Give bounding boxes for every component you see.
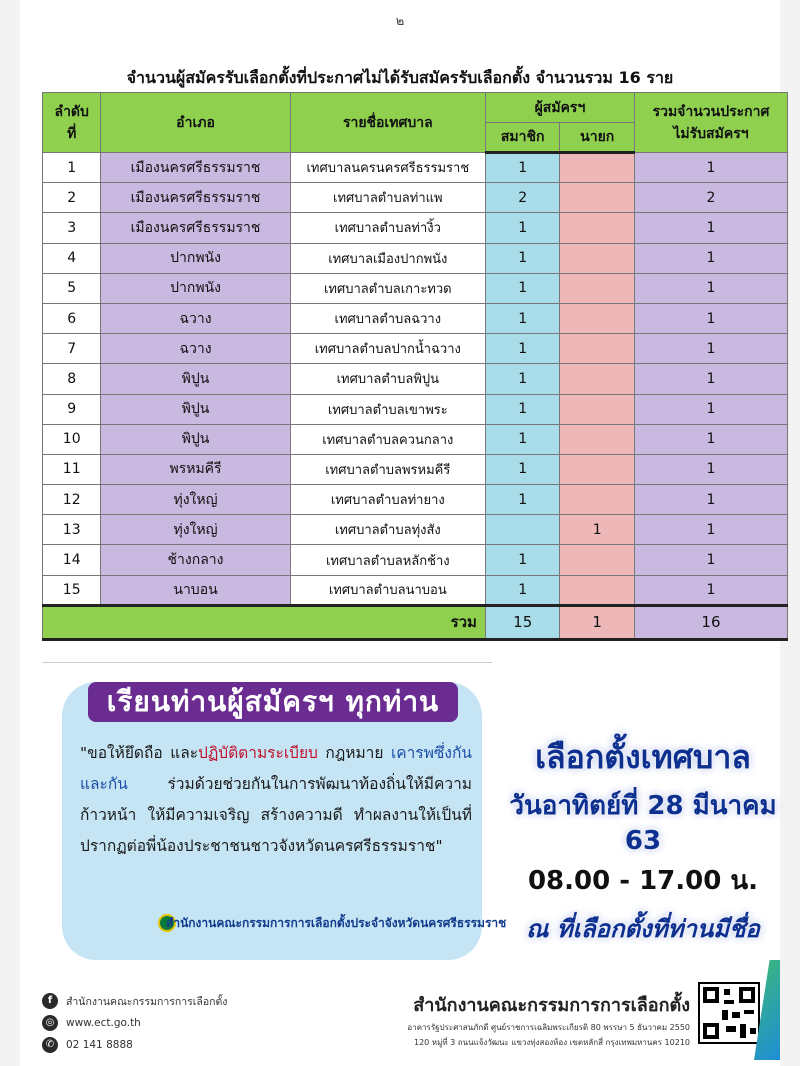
row-district: พิปูน (101, 394, 290, 424)
row-member: 1 (485, 485, 560, 515)
table-row (43, 213, 788, 243)
row-no: 10 (43, 424, 101, 454)
row-municipality: เทศบาลตำบลท่าแพ (290, 183, 485, 213)
table-row (43, 334, 788, 364)
row-total: 1 (634, 364, 787, 394)
sum-row (43, 605, 788, 639)
row-total: 1 (634, 515, 787, 545)
header-total: รวมจำนวนประกาศ ไม่รับสมัครฯ (634, 93, 787, 153)
page-title: จำนวนผู้สมัครรับเลือกตั้งที่ประกาศไม่ได้รับสมัครรับเลือกตั้ง จำนวนรวม 16 ราย (126, 68, 674, 87)
row-total: 1 (634, 334, 787, 364)
row-district: ฉวาง (101, 334, 290, 364)
header-mayor: นายก (560, 123, 635, 153)
page-number: ๒ (395, 14, 405, 29)
notice-footer: สำนักงานคณะกรรมการการเลือกตั้งประจำจังหวัดนครศรีธรรมราช (166, 916, 507, 930)
table-row (43, 454, 788, 484)
notice-card (62, 682, 507, 960)
row-municipality: เทศบาลตำบลนาบอน (290, 575, 485, 605)
org-info (407, 990, 690, 1049)
row-no: 1 (43, 153, 101, 183)
table-row (43, 545, 788, 575)
row-mayor (560, 575, 635, 605)
document-page (20, 0, 780, 1066)
row-municipality: เทศบาลตำบลฉวาง (290, 303, 485, 333)
header-district: อำเภอ (101, 93, 290, 153)
row-member: 1 (485, 394, 560, 424)
row-total: 1 (634, 454, 787, 484)
table-row (43, 575, 788, 605)
row-mayor (560, 243, 635, 273)
row-member: 1 (485, 153, 560, 183)
row-district: พรหมคีรี (101, 454, 290, 484)
row-member: 1 (485, 545, 560, 575)
row-no: 8 (43, 364, 101, 394)
row-district: เมืองนครศรีธรรมราช (101, 213, 290, 243)
row-municipality: เทศบาลนครนครศรีธรรมราช (290, 153, 485, 183)
row-no: 3 (43, 213, 101, 243)
org-address-2: 120 หมู่ที่ 3 ถนนแจ้งวัฒนะ แขวงทุ่งสองห้อง เขตหลักสี่ กรุงเทพมหานคร 10210 (413, 1038, 690, 1047)
row-member: 1 (485, 243, 560, 273)
row-municipality: เทศบาลตำบลเกาะทวด (290, 273, 485, 303)
row-no: 2 (43, 183, 101, 213)
row-member: 1 (485, 213, 560, 243)
table-row (43, 183, 788, 213)
row-municipality: เทศบาลตำบลพิปูน (290, 364, 485, 394)
header-municipality: รายชื่อเทศบาล (290, 93, 485, 153)
row-mayor (560, 485, 635, 515)
row-district: นาบอน (101, 575, 290, 605)
row-municipality: เทศบาลตำบลพรหมคีรี (290, 454, 485, 484)
org-name: สำนักงานคณะกรรมการการเลือกตั้ง (413, 995, 690, 1016)
row-total: 1 (634, 394, 787, 424)
row-mayor (560, 394, 635, 424)
facebook-icon: f (42, 993, 58, 1009)
row-mayor (560, 303, 635, 333)
row-total: 1 (634, 575, 787, 605)
row-total: 1 (634, 485, 787, 515)
row-no: 14 (43, 545, 101, 575)
phone-icon: ✆ (42, 1037, 58, 1053)
table-row (43, 273, 788, 303)
contact-block (42, 990, 227, 1056)
header-member: สมาชิก (485, 123, 560, 153)
row-district: พิปูน (101, 424, 290, 454)
row-district: ปากพนัง (101, 273, 290, 303)
row-total: 1 (634, 153, 787, 183)
row-no: 12 (43, 485, 101, 515)
row-total: 2 (634, 183, 787, 213)
row-district: ปากพนัง (101, 243, 290, 273)
row-no: 13 (43, 515, 101, 545)
row-total: 1 (634, 303, 787, 333)
org-address-1: อาคารรัฐประศาสนภักดี ศูนย์ราชการเฉลิมพระเกียรติ 80 พรรษา 5 ธันวาคม 2550 (407, 1023, 690, 1032)
row-district: ทุ่งใหญ่ (101, 515, 290, 545)
sum-member: 15 (485, 605, 560, 639)
row-no: 6 (43, 303, 101, 333)
row-municipality: เทศบาลตำบลท่างิ้ว (290, 213, 485, 243)
row-municipality: เทศบาลตำบลท่ายาง (290, 485, 485, 515)
row-mayor (560, 273, 635, 303)
row-municipality: เทศบาลตำบลหลักช้าง (290, 545, 485, 575)
election-announcement (498, 732, 788, 948)
row-municipality: เทศบาลตำบลทุ่งสัง (290, 515, 485, 545)
row-mayor (560, 334, 635, 364)
row-no: 5 (43, 273, 101, 303)
row-district: เมืองนครศรีธรรมราช (101, 153, 290, 183)
row-member: 1 (485, 575, 560, 605)
row-member: 1 (485, 364, 560, 394)
notice-heading: เรียนท่านผู้สมัครฯ ทุกท่าน (88, 682, 458, 722)
row-no: 4 (43, 243, 101, 273)
row-municipality: เทศบาลตำบลควนกลาง (290, 424, 485, 454)
row-district: ฉวาง (101, 303, 290, 333)
row-total: 1 (634, 273, 787, 303)
row-total: 1 (634, 545, 787, 575)
row-mayor (560, 213, 635, 243)
candidates-table (42, 92, 788, 641)
row-no: 9 (43, 394, 101, 424)
table-row (43, 303, 788, 333)
row-municipality: เทศบาลเมืองปากพนัง (290, 243, 485, 273)
row-municipality: เทศบาลตำบลเขาพระ (290, 394, 485, 424)
table-row (43, 515, 788, 545)
row-mayor (560, 153, 635, 183)
row-no: 15 (43, 575, 101, 605)
row-district: เมืองนครศรีธรรมราช (101, 183, 290, 213)
row-municipality: เทศบาลตำบลปากน้ำฉวาง (290, 334, 485, 364)
row-mayor (560, 454, 635, 484)
contact-facebook[interactable]: f สำนักงานคณะกรรมการการเลือกตั้ง (42, 990, 227, 1012)
election-place: ณ ที่เลือกตั้งที่ท่านมีชื่อ (526, 915, 760, 943)
election-date: วันอาทิตย์ที่ 28 มีนาคม 63 (509, 791, 777, 856)
qr-code[interactable] (698, 982, 760, 1044)
contact-phone[interactable]: ✆ 02 141 8888 (42, 1034, 227, 1056)
divider (42, 662, 492, 663)
row-mayor (560, 424, 635, 454)
row-district: ช้างกลาง (101, 545, 290, 575)
row-member: 1 (485, 303, 560, 333)
row-member: 2 (485, 183, 560, 213)
row-member: 1 (485, 334, 560, 364)
sum-total: 16 (634, 605, 787, 639)
election-title: เลือกตั้งเทศบาล (535, 738, 751, 776)
table-row (43, 153, 788, 183)
row-mayor (560, 364, 635, 394)
row-total: 1 (634, 213, 787, 243)
notice-body: "ขอให้ยึดถือ และปฏิบัติตามระเบียบ กฎหมาย เคารพซึ่งกันและกัน ร่วมด้วยช่วยกันในการพัฒนาท้องถิ่นให้มีความก้าวหน้า ให้มีความเจริญ สร้างความดี ทำผลงานให้เป็นที่ปรากฏต่อพี่น้องประชาชนชาวจังหวัดนครศรีธรรมราช" (80, 744, 472, 855)
table-row (43, 364, 788, 394)
row-district: ทุ่งใหญ่ (101, 485, 290, 515)
table-row (43, 424, 788, 454)
election-time: 08.00 - 17.00 น. (527, 866, 759, 896)
row-district: พิปูน (101, 364, 290, 394)
row-total: 1 (634, 424, 787, 454)
table-row (43, 394, 788, 424)
table-row (43, 485, 788, 515)
row-mayor: 1 (560, 515, 635, 545)
sum-label: รวม (43, 605, 486, 639)
row-total: 1 (634, 243, 787, 273)
row-no: 11 (43, 454, 101, 484)
header-applicants: ผู้สมัครฯ (485, 93, 634, 123)
contact-website[interactable]: ◎ www.ect.go.th (42, 1012, 227, 1034)
row-member: 1 (485, 454, 560, 484)
row-mayor (560, 545, 635, 575)
row-mayor (560, 183, 635, 213)
globe-icon: ◎ (42, 1015, 58, 1031)
row-member (485, 515, 560, 545)
row-no: 7 (43, 334, 101, 364)
header-no: ลำดับ ที่ (43, 93, 101, 153)
sum-mayor: 1 (560, 605, 635, 639)
row-member: 1 (485, 424, 560, 454)
row-member: 1 (485, 273, 560, 303)
table-row (43, 243, 788, 273)
